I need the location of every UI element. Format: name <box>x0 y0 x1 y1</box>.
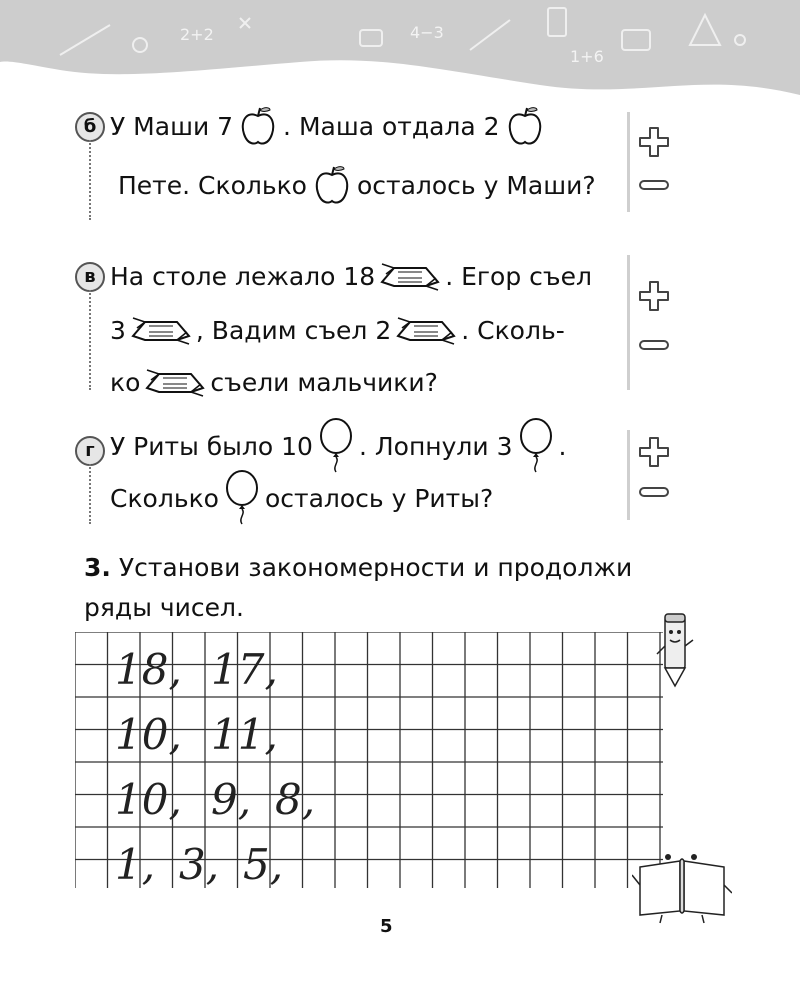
minus-sign-icon <box>638 178 670 192</box>
plus-sign-icon <box>638 280 670 312</box>
text-fragment: . Маша отдала 2 <box>283 111 500 141</box>
task-letter-badge: в <box>75 262 105 292</box>
text-fragment: . <box>558 431 567 461</box>
task-b-line-1 <box>110 106 550 146</box>
chain-decoration <box>89 464 95 524</box>
svg-text:1+6: 1+6 <box>570 47 604 66</box>
balloon-icon <box>222 470 262 526</box>
task-g-line-2 <box>110 478 493 518</box>
chain-decoration <box>89 140 95 220</box>
chain-decoration <box>89 290 95 390</box>
header-decoration <box>0 0 800 110</box>
balloon-icon <box>516 418 556 474</box>
task-v-line-3 <box>110 362 438 402</box>
task-v-line-1 <box>110 256 592 296</box>
task-letter-badge: г <box>75 436 105 466</box>
text-fragment: На столе лежало 18 <box>110 261 376 291</box>
apple-icon <box>310 163 354 207</box>
task-3-instruction <box>84 548 694 628</box>
candy-icon <box>143 366 207 398</box>
minus-sign-icon <box>638 338 670 352</box>
text-fragment: 3 <box>110 315 126 345</box>
text-fragment: осталось у Риты? <box>264 483 494 513</box>
task-letter-badge: б <box>75 112 105 142</box>
separator-bar <box>627 255 630 390</box>
balloon-icon <box>316 418 356 474</box>
sequence-number: 10, <box>115 775 182 824</box>
task-b-line-2 <box>118 165 596 205</box>
task-v-line-2 <box>110 310 565 350</box>
book-mascot-icon <box>632 845 732 925</box>
text-fragment: . Егор съел <box>445 261 592 291</box>
svg-text:2+2: 2+2 <box>180 25 214 44</box>
separator-bar <box>627 112 630 212</box>
apple-icon <box>236 104 280 148</box>
sequence-number: 17, <box>211 645 278 694</box>
sequence-number: 1, <box>115 840 156 888</box>
minus-sign-icon <box>638 485 670 499</box>
text-fragment: Пете. Сколько <box>118 170 307 200</box>
text-fragment: У Риты было 10 <box>110 431 313 461</box>
sequence-number: 11, <box>211 710 278 759</box>
apple-icon <box>503 104 547 148</box>
text-fragment: У Маши 7 <box>110 111 234 141</box>
sequence-number: 3, <box>179 840 220 888</box>
sequence-number: 10, <box>115 710 182 759</box>
text-fragment: осталось у Маши? <box>356 170 596 200</box>
plus-sign-icon <box>638 126 670 158</box>
task-g-line-1 <box>110 426 566 466</box>
text-fragment: , Вадим съел 2 <box>195 315 392 345</box>
task-text: Установи закономерности и продолжи ряды чисел. <box>84 553 633 622</box>
text-fragment: . Лопнули 3 <box>358 431 513 461</box>
sequence-number: 8, <box>275 775 316 824</box>
text-fragment: ко <box>110 367 141 397</box>
sequence-number: 18, <box>115 645 182 694</box>
candy-icon <box>378 260 442 292</box>
candy-icon <box>129 314 193 346</box>
plus-sign-icon <box>638 436 670 468</box>
task-number: 3. <box>84 553 111 582</box>
text-fragment: . Сколь- <box>461 315 565 345</box>
pencil-mascot-icon <box>655 610 695 690</box>
text-fragment: съели мальчики? <box>210 367 438 397</box>
sequence-number: 5, <box>243 840 284 888</box>
text-fragment: Сколько <box>110 483 219 513</box>
svg-text:4−3: 4−3 <box>410 23 444 42</box>
notebook-grid <box>75 632 663 888</box>
separator-bar <box>627 430 630 520</box>
page-number: 5 <box>380 916 393 937</box>
candy-icon <box>394 314 458 346</box>
sequence-number: 9, <box>211 775 252 824</box>
